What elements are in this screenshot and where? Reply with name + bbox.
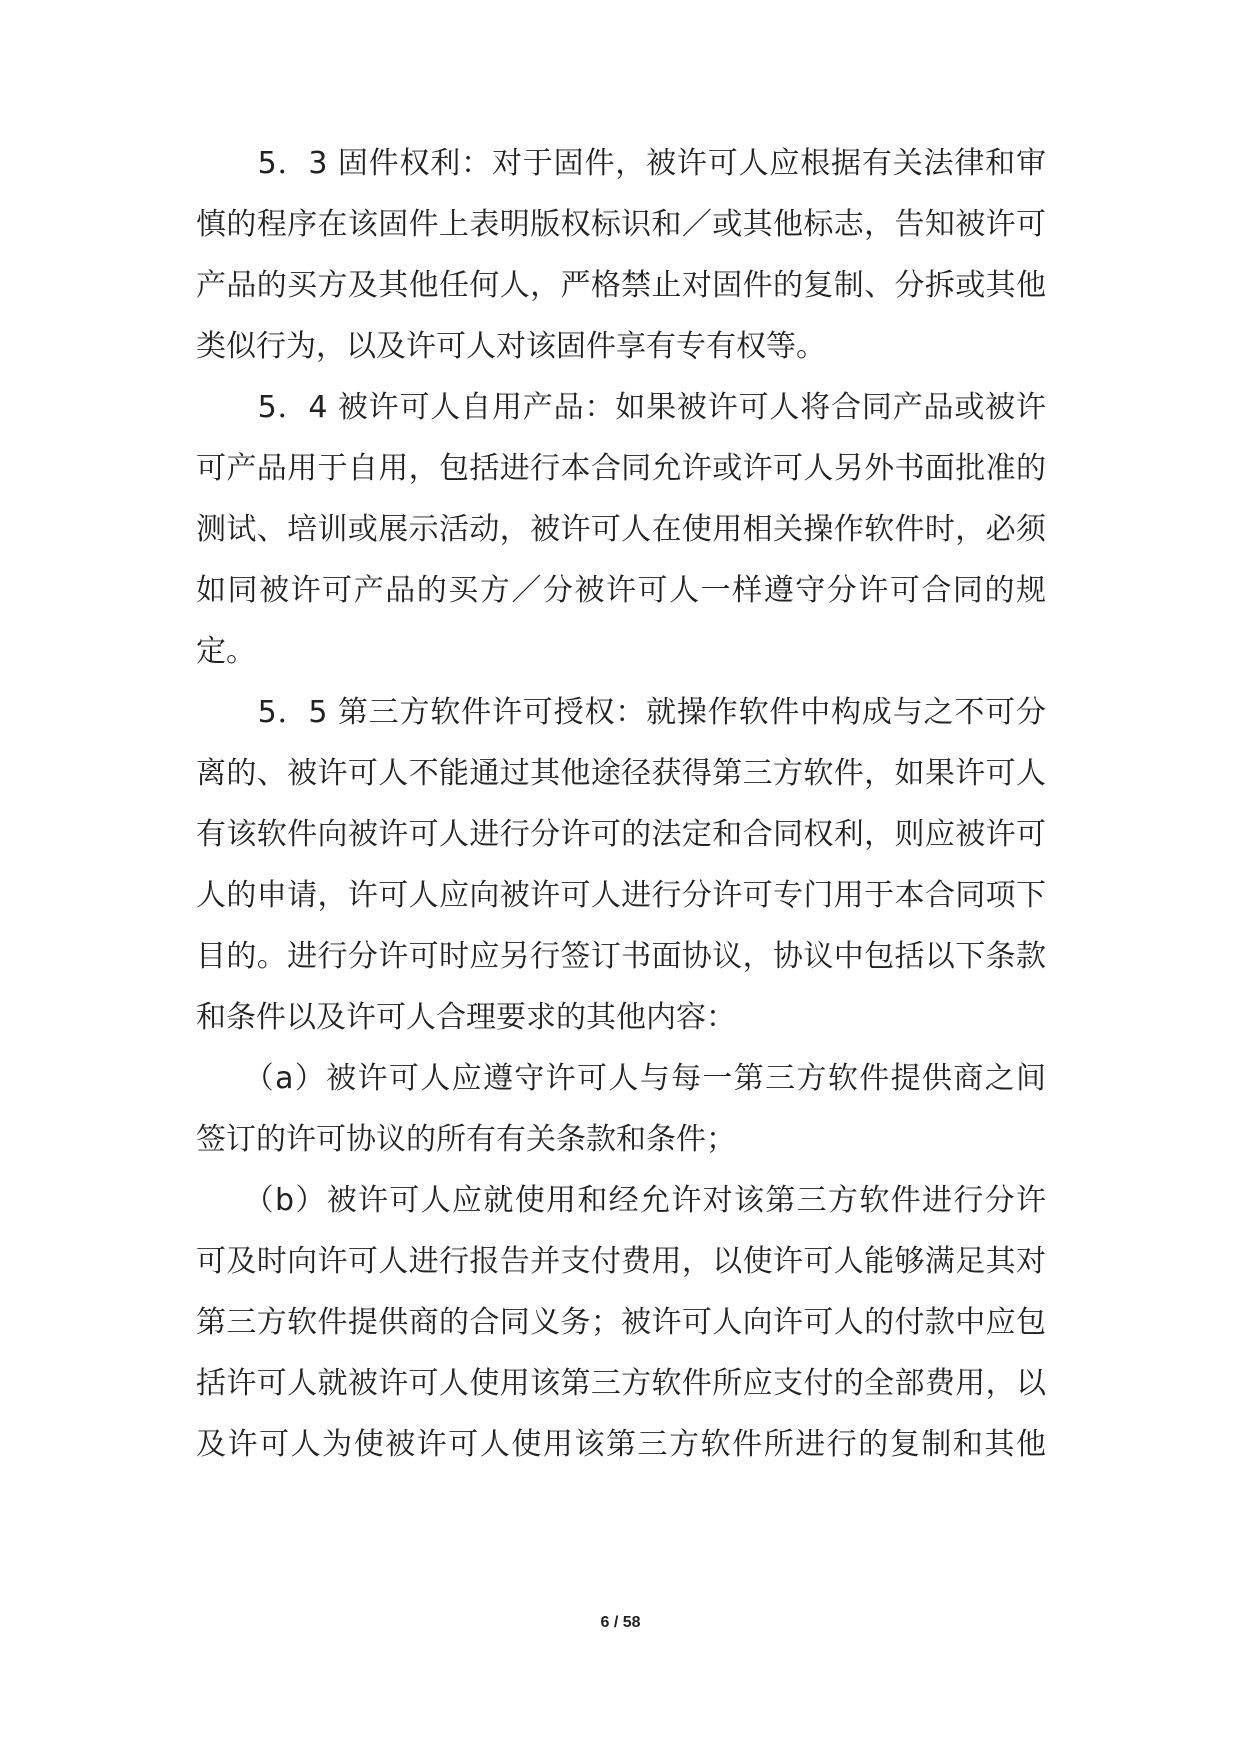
page-number: 6 / 58 [600, 1614, 641, 1631]
paragraph-5-5-line-1: 5．5 第三方软件许可授权：就操作软件中构成与之不可分 [196, 695, 1046, 730]
clause-b-line-1: （b）被许可人应就使用和经允许对该第三方软件进行分许 [196, 1183, 1046, 1218]
paragraph-5-3-line-4: 类似行为，以及许可人对该固件享有专有权等。 [196, 329, 826, 364]
paragraph-5-3-line-2: 慎的程序在该固件上表明版权标识和／或其他标志，告知被许可 [196, 207, 1046, 242]
paragraph-5-3-line-3: 产品的买方及其他任何人，严格禁止对固件的复制、分拆或其他 [196, 268, 1046, 303]
paragraph-5-5-line-4: 人的申请，许可人应向被许可人进行分许可专门用于本合同项下 [196, 878, 1046, 913]
clause-b-line-5: 及许可人为使被许可人使用该第三方软件所进行的复制和其他 [196, 1427, 1046, 1462]
paragraph-5-4-line-4: 如同被许可产品的买方／分被许可人一样遵守分许可合同的规 [196, 573, 1046, 608]
paragraph-5-4-line-3: 测试、培训或展示活动，被许可人在使用相关操作软件时，必须 [196, 512, 1046, 547]
clause-b-line-3: 第三方软件提供商的合同义务；被许可人向许可人的付款中应包 [196, 1305, 1046, 1340]
clause-b-line-4: 括许可人就被许可人使用该第三方软件所应支付的全部费用，以 [196, 1366, 1046, 1401]
clause-a-line-2: 签订的许可协议的所有有关条款和条件； [196, 1122, 736, 1157]
paragraph-5-5-line-2: 离的、被许可人不能通过其他途径获得第三方软件，如果许可人 [196, 756, 1046, 791]
paragraph-5-4-line-5: 定。 [196, 634, 256, 669]
clause-b-line-2: 可及时向许可人进行报告并支付费用，以使许可人能够满足其对 [196, 1244, 1046, 1279]
paragraph-5-5-line-6: 和条件以及许可人合理要求的其他内容： [196, 1000, 736, 1035]
paragraph-5-5-line-3: 有该软件向被许可人进行分许可的法定和合同权利，则应被许可 [196, 817, 1046, 852]
clause-a-line-1: （a）被许可人应遵守许可人与每一第三方软件提供商之间 [196, 1061, 1046, 1096]
paragraph-5-3-line-1: 5．3 固件权利：对于固件，被许可人应根据有关法律和审 [196, 146, 1046, 181]
paragraph-5-4-line-1: 5．4 被许可人自用产品：如果被许可人将合同产品或被许 [196, 390, 1046, 425]
paragraph-5-5-line-5: 目的。进行分许可时应另行签订书面协议，协议中包括以下条款 [196, 939, 1046, 974]
paragraph-5-4-line-2: 可产品用于自用，包括进行本合同允许或许可人另外书面批准的 [196, 451, 1046, 486]
